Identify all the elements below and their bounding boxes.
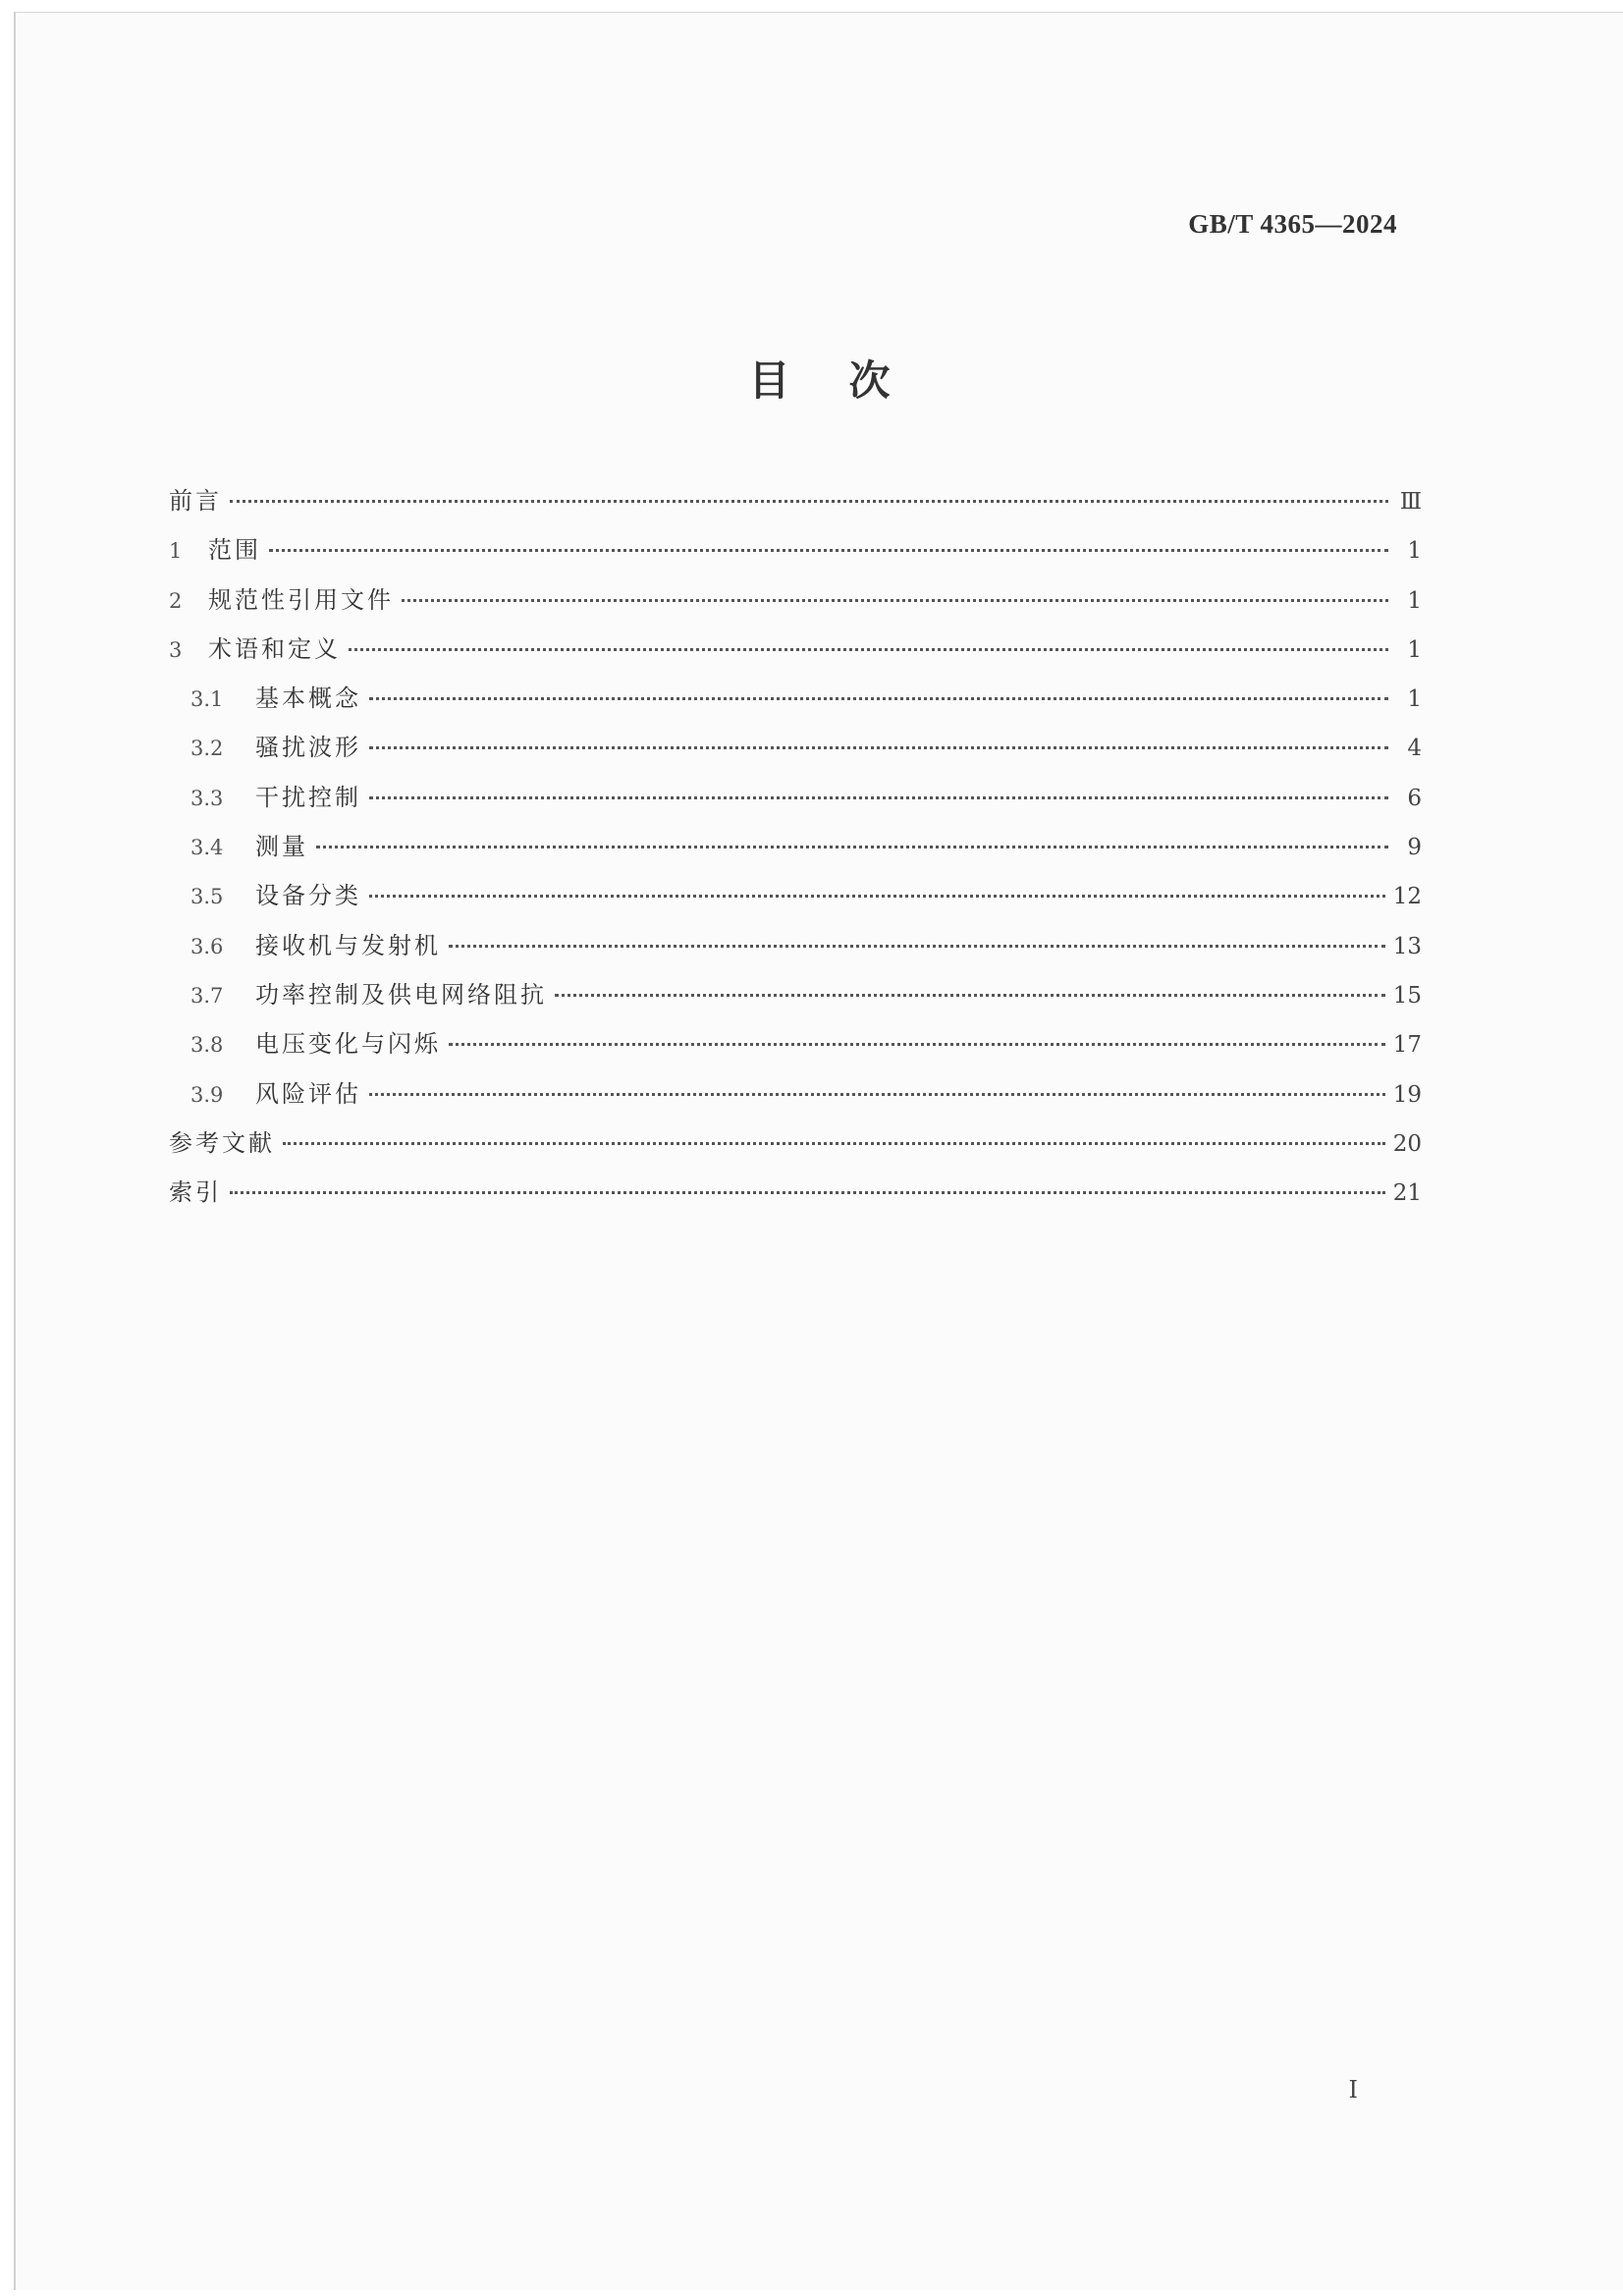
leader-dots [369,746,1388,749]
toc-entry-page: 21 [1392,1180,1422,1207]
leader-dots [369,895,1385,898]
toc-entry-label: 参考文献 [169,1128,275,1157]
toc-entry-page: 13 [1392,933,1422,959]
toc-entry-number: 3.2 [190,737,224,761]
toc-entry-label: 骚扰波形 [255,734,361,762]
toc-entry-number: 2 [169,588,183,613]
toc-entry-page: 15 [1392,982,1422,1009]
toc-entry-label: 干扰控制 [255,783,361,811]
leader-dots [449,945,1385,948]
toc-entry-number: 3.6 [190,934,224,958]
leader-dots [555,994,1385,997]
toc-entry-page: 12 [1392,884,1422,910]
toc-entry-label: 规范性引用文件 [208,585,394,614]
toc-entry-page: 9 [1407,835,1422,861]
toc-entry-3-2[interactable] [169,723,1422,772]
toc-entry-label: 风险评估 [255,1079,361,1108]
toc-entry-3-3[interactable] [169,773,1422,822]
toc-entry-bibliography[interactable] [169,1119,1422,1168]
toc-entry-3-7[interactable] [169,970,1422,1019]
toc-entry-preface[interactable] [169,476,1422,525]
leader-dots [369,1093,1385,1096]
toc-entry-3-9[interactable] [169,1069,1422,1119]
toc-entry-page: Ⅲ [1399,489,1422,515]
toc-entry-number: 3.1 [190,687,224,712]
toc-entry-number: 3.5 [190,885,224,909]
leader-dots [449,1043,1385,1046]
leader-dots [369,697,1388,700]
toc-entry-3-4[interactable] [169,822,1422,871]
toc-entry-label: 设备分类 [255,882,361,910]
leader-dots [230,500,1388,503]
toc-entry-terms-definitions[interactable] [169,625,1422,674]
toc-entry-label: 术语和定义 [208,634,341,663]
toc-entry-number: 3 [169,637,183,662]
toc-entry-label: 索引 [169,1178,222,1207]
toc-entry-label: 前言 [169,487,222,515]
toc-entry-label: 功率控制及供电网络阻抗 [255,980,547,1009]
toc-entry-label: 基本概念 [255,684,361,713]
toc-entry-3-6[interactable] [169,921,1422,970]
toc-entry-page: 17 [1392,1032,1422,1059]
toc-entry-page: 1 [1407,587,1422,614]
toc-entry-page: 20 [1392,1130,1422,1157]
toc-entry-number: 3.8 [190,1033,224,1058]
leader-dots [269,549,1388,552]
page-title: 目次 [748,356,949,405]
toc-entry-page: 19 [1392,1081,1422,1108]
table-of-contents [169,476,1422,1217]
toc-entry-scope[interactable] [169,525,1422,574]
toc-entry-3-5[interactable] [169,871,1422,920]
toc-entry-normative-references[interactable] [169,575,1422,625]
toc-entry-label: 测量 [255,833,308,861]
leader-dots [283,1142,1385,1145]
standard-code: GB/T 4365—2024 [1188,209,1397,239]
leader-dots [369,796,1388,799]
toc-entry-label: 范围 [208,536,261,565]
leader-dots [402,599,1388,602]
toc-entry-number: 3.7 [190,983,224,1008]
toc-entry-number: 3.3 [190,786,224,810]
toc-entry-label: 接收机与发射机 [255,931,441,959]
leader-dots [230,1191,1385,1194]
toc-entry-index[interactable] [169,1168,1422,1217]
toc-entry-page: 1 [1407,538,1422,565]
document-page [14,12,1623,2290]
toc-entry-number: 3.4 [190,836,224,860]
toc-entry-3-1[interactable] [169,674,1422,723]
toc-entry-3-8[interactable] [169,1019,1422,1068]
toc-entry-page: 4 [1407,736,1422,762]
leader-dots [316,846,1388,848]
leader-dots [349,648,1388,651]
page-number: Ⅰ [1348,2076,1358,2104]
toc-entry-number: 1 [169,539,183,564]
toc-entry-label: 电压变化与闪烁 [255,1030,441,1059]
toc-entry-page: 1 [1407,636,1422,663]
toc-entry-page: 1 [1407,686,1422,713]
toc-entry-number: 3.9 [190,1082,224,1107]
toc-entry-page: 6 [1407,785,1422,811]
